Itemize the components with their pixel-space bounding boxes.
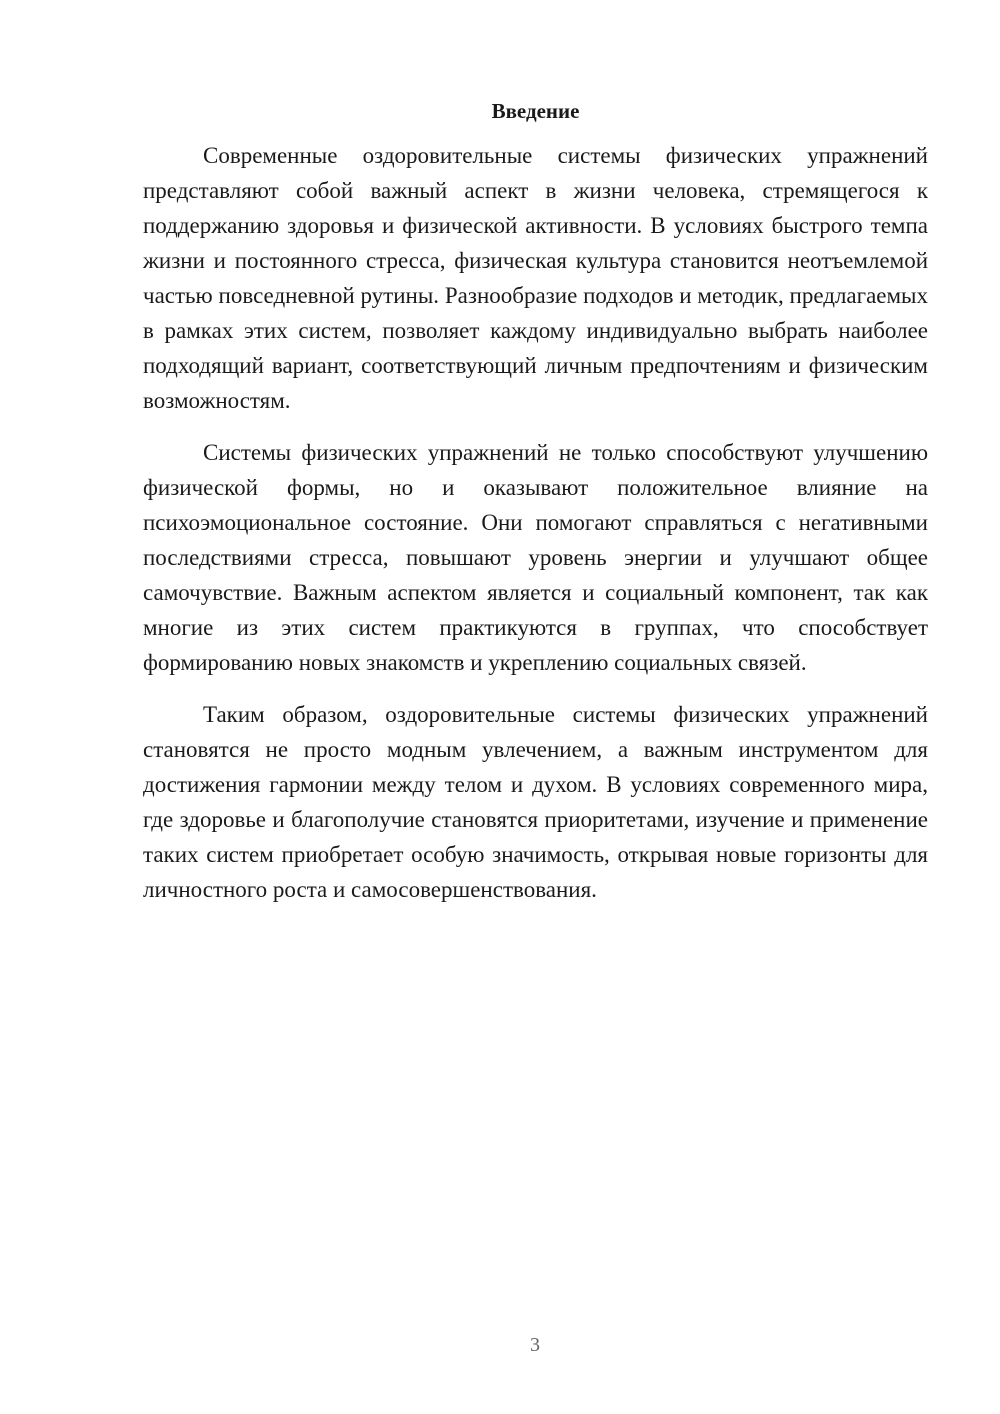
paragraph-3: Таким образом, оздоровительные системы физических упражнений становятся не просто модным увлечением, а важным инструментом для достижения гармонии между телом и духом. В условиях современного мира, где здоровье и благополучие становятся приоритетами, изучение и применение таких систем приобретает особую значимость, открывая новые горизонты для личностного роста и самосовершенствования. [143, 702, 928, 902]
paragraph-1: Современные оздоровительные системы физических упражнений представляют собой важный аспект в жизни человека, стремящегося к поддержанию здоровья и физической активности. В условиях быстрого темпа жизни и постоянного стресса, физическая культура становится неотъемлемой частью повседневной рутины. Разнообразие подходов и методик, предлагаемых в рамках этих систем, позволяет каждому индивидуально выбрать наиболее подходящий вариант, соответствующий личным предпочтениям и физическим возможностям. [143, 143, 928, 413]
page-content [143, 96, 928, 907]
paragraph-2: Системы физических упражнений не только способствуют улучшению физической формы, но и оказывают положительное влияние на психоэмоциональное состояние. Они помогают справляться с негативными последствиями стресса, повышают уровень энергии и улучшают общее самочувствие. Важным аспектом является и социальный компонент, так как многие из этих систем практикуются в группах, что способствует формированию новых знакомств и укреплению социальных связей. [143, 440, 928, 675]
section-title: Введение [491, 99, 580, 123]
page-number: 3 [530, 1334, 540, 1356]
